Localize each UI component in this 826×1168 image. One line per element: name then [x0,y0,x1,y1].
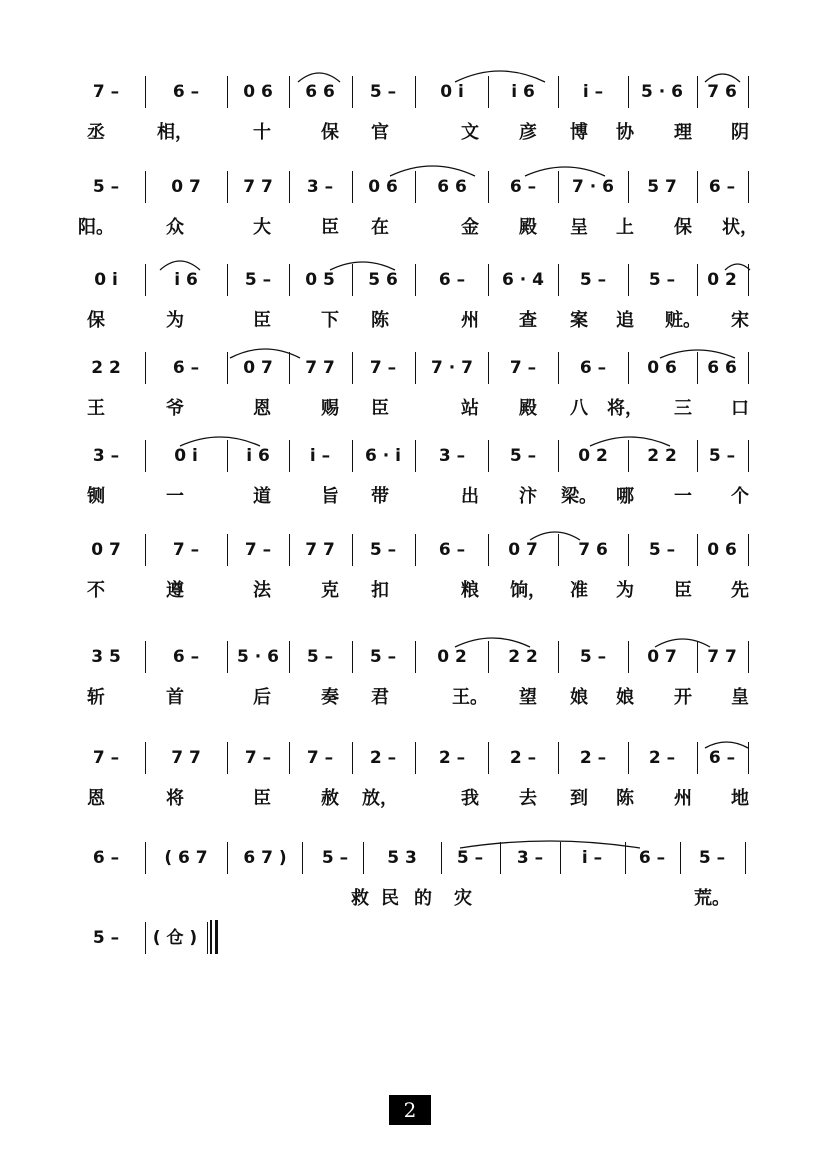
bar-line [145,922,146,954]
notation-measure: 6 – [92,848,120,868]
notation-measure: 5 – [244,270,272,290]
bar-line [488,440,489,472]
notation-measure: 5 – [369,647,397,667]
lyric-syllable: 铡 [87,486,105,507]
notation-measure: 0 2 [437,647,467,667]
notation-measure: 0 6 [243,82,273,102]
notation-measure: 7 – [509,358,537,378]
bar-line [697,264,698,296]
notation-measure: 2 2 [647,446,677,466]
bar-line [227,76,228,108]
bar-line [488,534,489,566]
notation-measure: 6 – [172,82,200,102]
notation-measure: 7 – [92,748,120,768]
lyric-syllable: 金 [461,217,479,238]
lyric-syllable: 臣 [253,788,271,809]
lyric-syllable: 皇 [731,687,749,708]
notation-measure: 0 6 [368,177,398,197]
bar-line [697,641,698,673]
bar-line [748,440,749,472]
lyric-syllable: 州 [461,310,479,331]
bar-line [415,641,416,673]
bar-line [697,352,698,384]
lyric-syllable: 查 [519,310,537,331]
bar-line [145,742,146,774]
bar-line [145,171,146,203]
lyric-syllable: 站 [461,398,479,419]
lyric-syllable: 协 [616,122,634,143]
bar-line [560,842,561,874]
bar-line [289,742,290,774]
lyric-syllable: 个 [731,486,749,507]
bar-line [558,171,559,203]
bar-line [748,641,749,673]
notation-measure: 5 – [306,647,334,667]
bar-line [227,742,228,774]
bar-line [500,842,501,874]
lyric-syllable: 先 [731,580,749,601]
bar-line [488,742,489,774]
bar-line [415,352,416,384]
bar-line [289,264,290,296]
notation-measure: 5 – [648,540,676,560]
notation-measure: 3 – [92,446,120,466]
lyric-syllable: 娘 [570,687,588,708]
lyric-syllable: 哪 [616,486,634,507]
notation-measure: 2 – [509,748,537,768]
bar-line [352,171,353,203]
bar-line [488,264,489,296]
lyric-syllable: 状， [722,217,758,238]
bar-line [558,352,559,384]
notation-measure: 0 6 [707,540,737,560]
notation-measure: 7 – [92,82,120,102]
bar-line [289,352,290,384]
lyric-syllable: 宋 [731,310,749,331]
bar-line [352,76,353,108]
lyric-syllable: 赃。 [665,310,701,331]
lyric-syllable: 众 [166,217,184,238]
lyric-syllable: 为 [616,580,634,601]
lyric-syllable: 臣 [674,580,692,601]
bar-line [145,352,146,384]
lyric-syllable: 阳。 [78,217,114,238]
lyric-syllable: 粮 [461,580,479,601]
lyric-syllable: 遵 [166,580,184,601]
notation-measure: 0 5 [305,270,335,290]
bar-line [289,171,290,203]
bar-line [697,534,698,566]
notation-measure: 7 · 7 [431,358,473,378]
lyric-syllable: 后 [253,687,271,708]
notation-measure: 0 6 [647,358,677,378]
notation-measure: i 6 [511,82,535,102]
bar-line [415,742,416,774]
lyric-syllable: 殿 [519,398,537,419]
bar-line [558,76,559,108]
bar-line [289,440,290,472]
lyric-syllable: 汴 [519,486,537,507]
lyric-syllable: 民 [381,888,399,909]
page-number: 2 [389,1095,431,1125]
notation-measure: 6 – [509,177,537,197]
lyric-syllable: 臣 [321,217,339,238]
lyric-syllable: 出 [461,486,479,507]
bar-line [628,264,629,296]
notation-measure: 7 · 6 [572,177,614,197]
notation-measure: 7 – [244,540,272,560]
lyric-syllable: 法 [253,580,271,601]
bar-line [488,76,489,108]
lyric-syllable: 娘 [616,687,634,708]
lyric-syllable: 恩 [253,398,271,419]
notation-measure: 0 i [174,446,198,466]
lyric-syllable: 道 [253,486,271,507]
bar-line [628,641,629,673]
bar-line [558,264,559,296]
lyric-syllable: 奏 [321,687,339,708]
bar-line [558,534,559,566]
lyric-syllable: 相， [157,122,193,143]
lyric-syllable: 扣 [371,580,389,601]
lyric-syllable: 旨 [321,486,339,507]
bar-line [697,742,698,774]
bar-line [289,641,290,673]
lyric-syllable: 荒。 [694,888,730,909]
notation-measure: 7 – [172,540,200,560]
lyric-syllable: 去 [519,788,537,809]
notation-measure: 7 6 [707,82,737,102]
lyric-syllable: 陈 [616,788,634,809]
lyric-syllable: 陈 [371,310,389,331]
bar-line [628,534,629,566]
lyric-syllable: 保 [674,217,692,238]
notation-measure: 5 3 [387,848,417,868]
bar-line [227,171,228,203]
notation-measure: 2 – [369,748,397,768]
notation-measure: 5 · 6 [237,647,279,667]
lyric-syllable: 理 [674,122,692,143]
bar-line [352,440,353,472]
notation-measure: i 6 [246,446,270,466]
lyric-syllable: 我 [461,788,479,809]
notation-measure: 5 – [698,848,726,868]
bar-line [352,641,353,673]
notation-measure: 6 – [579,358,607,378]
bar-line [697,171,698,203]
bar-line [207,922,208,954]
notation-measure: ( 仓 ) [152,928,198,948]
lyric-syllable: 将， [607,398,643,419]
bar-line [227,534,228,566]
notation-measure: 2 2 [91,358,121,378]
notation-measure: 5 – [92,928,120,948]
bar-line [363,842,364,874]
bar-line [289,534,290,566]
lyric-syllable: 望 [519,687,537,708]
notation-measure: 7 7 [305,540,335,560]
notation-measure: 6 – [708,748,736,768]
notation-measure: 5 · 6 [641,82,683,102]
lyric-syllable: 丞 [87,122,105,143]
lyric-syllable: 放， [362,788,398,809]
bar-line [745,842,746,874]
notation-measure: 6 · 4 [502,270,544,290]
bar-line [145,76,146,108]
notation-measure: 2 – [579,748,607,768]
lyric-syllable: 王 [87,398,105,419]
notation-measure: 6 – [172,358,200,378]
bar-line [415,534,416,566]
bar-line [227,842,228,874]
bar-line [227,440,228,472]
lyric-syllable: 王。 [452,687,488,708]
notation-measure: 5 – [579,270,607,290]
lyric-syllable: 口 [731,398,749,419]
bar-line [145,641,146,673]
notation-measure: 0 7 [508,540,538,560]
notation-measure: 0 7 [243,358,273,378]
lyric-syllable: 梁。 [561,486,597,507]
bar-line [628,440,629,472]
bar-line [352,352,353,384]
bar-line [488,641,489,673]
lyric-syllable: 为 [166,310,184,331]
lyric-syllable: 开 [674,687,692,708]
bar-line [488,171,489,203]
bar-line [628,76,629,108]
lyric-syllable: 保 [87,310,105,331]
bar-line [145,534,146,566]
notation-measure: 7 7 [171,748,201,768]
lyric-syllable: 准 [570,580,588,601]
final-bar-line [210,920,212,954]
notation-measure: 7 7 [707,647,737,667]
notation-measure: 3 – [306,177,334,197]
notation-measure: 6 – [708,177,736,197]
bar-line [748,76,749,108]
notation-measure: 5 – [321,848,349,868]
lyric-syllable: 饷， [510,580,546,601]
lyric-syllable: 臣 [253,310,271,331]
bar-line [145,264,146,296]
notation-measure: 6 – [438,540,466,560]
bar-line [352,742,353,774]
notation-measure: 0 2 [578,446,608,466]
bar-line [415,440,416,472]
notation-measure: 0 i [440,82,464,102]
notation-measure: 6 6 [305,82,335,102]
bar-line [680,842,681,874]
notation-measure: 6 – [438,270,466,290]
bar-line [488,352,489,384]
notation-measure: 0 i [94,270,118,290]
bar-line [697,440,698,472]
lyric-syllable: 灾 [454,888,472,909]
lyric-syllable: 的 [414,888,432,909]
notation-measure: 7 6 [578,540,608,560]
lyric-syllable: 州 [674,788,692,809]
bar-line [558,440,559,472]
bar-line [748,534,749,566]
notation-measure: i 6 [174,270,198,290]
notation-measure: 6 7 ) [243,848,287,868]
lyric-syllable: 一 [166,486,184,507]
notation-measure: 3 – [438,446,466,466]
lyric-syllable: 恩 [87,788,105,809]
lyric-syllable: 君 [371,687,389,708]
bar-line [748,264,749,296]
lyric-syllable: 克 [321,580,339,601]
final-bar-line [215,920,218,954]
lyric-syllable: 不 [87,580,105,601]
bar-line [352,264,353,296]
notation-measure: 2 – [438,748,466,768]
bar-line [558,742,559,774]
lyric-syllable: 将 [166,788,184,809]
notation-measure: 0 7 [91,540,121,560]
lyric-syllable: 案 [570,310,588,331]
notation-measure: 2 2 [508,647,538,667]
lyric-syllable: 八 [570,398,588,419]
notation-measure: 6 – [172,647,200,667]
bar-line [558,641,559,673]
bar-line [628,352,629,384]
notation-measure: 5 6 [368,270,398,290]
notation-measure: 5 – [509,446,537,466]
notation-measure: 5 – [369,82,397,102]
notation-measure: 7 7 [305,358,335,378]
lyric-syllable: 赦 [321,788,339,809]
notation-measure: 5 – [369,540,397,560]
lyric-syllable: 呈 [570,217,588,238]
notation-measure: 7 7 [243,177,273,197]
bar-line [628,171,629,203]
bar-line [625,842,626,874]
notation-measure: 5 – [708,446,736,466]
lyric-syllable: 一 [674,486,692,507]
notation-measure: i – [582,82,604,102]
notation-measure: i – [581,848,603,868]
notation-measure: 6 6 [437,177,467,197]
notation-measure: i – [309,446,331,466]
lyric-syllable: 彦 [519,122,537,143]
lyric-syllable: 大 [253,217,271,238]
bar-line [289,76,290,108]
bar-line [748,171,749,203]
notation-measure: 5 7 [647,177,677,197]
lyric-syllable: 首 [166,687,184,708]
notation-measure: 2 – [648,748,676,768]
lyric-syllable: 斩 [87,687,105,708]
notation-measure: 0 7 [171,177,201,197]
bar-line [302,842,303,874]
notation-measure: 6 6 [707,358,737,378]
lyric-syllable: 救 [351,888,369,909]
lyric-syllable: 上 [616,217,634,238]
lyric-syllable: 阴 [731,122,749,143]
lyric-syllable: 爷 [166,398,184,419]
lyric-syllable: 到 [570,788,588,809]
notation-measure: ( 6 7 [164,848,208,868]
lyric-syllable: 下 [321,310,339,331]
notation-measure: 3 – [516,848,544,868]
bar-line [441,842,442,874]
notation-measure: 6 · i [365,446,401,466]
bar-line [352,534,353,566]
lyric-syllable: 在 [371,217,389,238]
bar-line [227,264,228,296]
bar-line [748,742,749,774]
notation-measure: 5 – [92,177,120,197]
lyric-syllable: 带 [371,486,389,507]
notation-measure: 7 – [244,748,272,768]
notation-measure: 5 – [579,647,607,667]
lyric-syllable: 保 [321,122,339,143]
lyric-syllable: 地 [731,788,749,809]
notation-measure: 5 – [648,270,676,290]
bar-line [628,742,629,774]
bar-line [748,352,749,384]
lyric-syllable: 博 [570,122,588,143]
notation-measure: 6 – [638,848,666,868]
lyric-syllable: 三 [674,398,692,419]
notation-measure: 7 – [306,748,334,768]
notation-measure: 3 5 [91,647,121,667]
notation-measure: 0 7 [647,647,677,667]
bar-line [145,440,146,472]
bar-line [697,76,698,108]
lyric-syllable: 赐 [321,398,339,419]
bar-line [227,641,228,673]
lyric-syllable: 十 [253,122,271,143]
lyric-syllable: 殿 [519,217,537,238]
lyric-syllable: 追 [616,310,634,331]
bar-line [415,264,416,296]
bar-line [145,842,146,874]
lyric-syllable: 臣 [371,398,389,419]
bar-line [415,171,416,203]
lyric-syllable: 文 [461,122,479,143]
notation-measure: 7 – [369,358,397,378]
bar-line [415,76,416,108]
notation-measure: 0 2 [707,270,737,290]
lyric-syllable: 官 [371,122,389,143]
bar-line [227,352,228,384]
notation-measure: 5 – [456,848,484,868]
